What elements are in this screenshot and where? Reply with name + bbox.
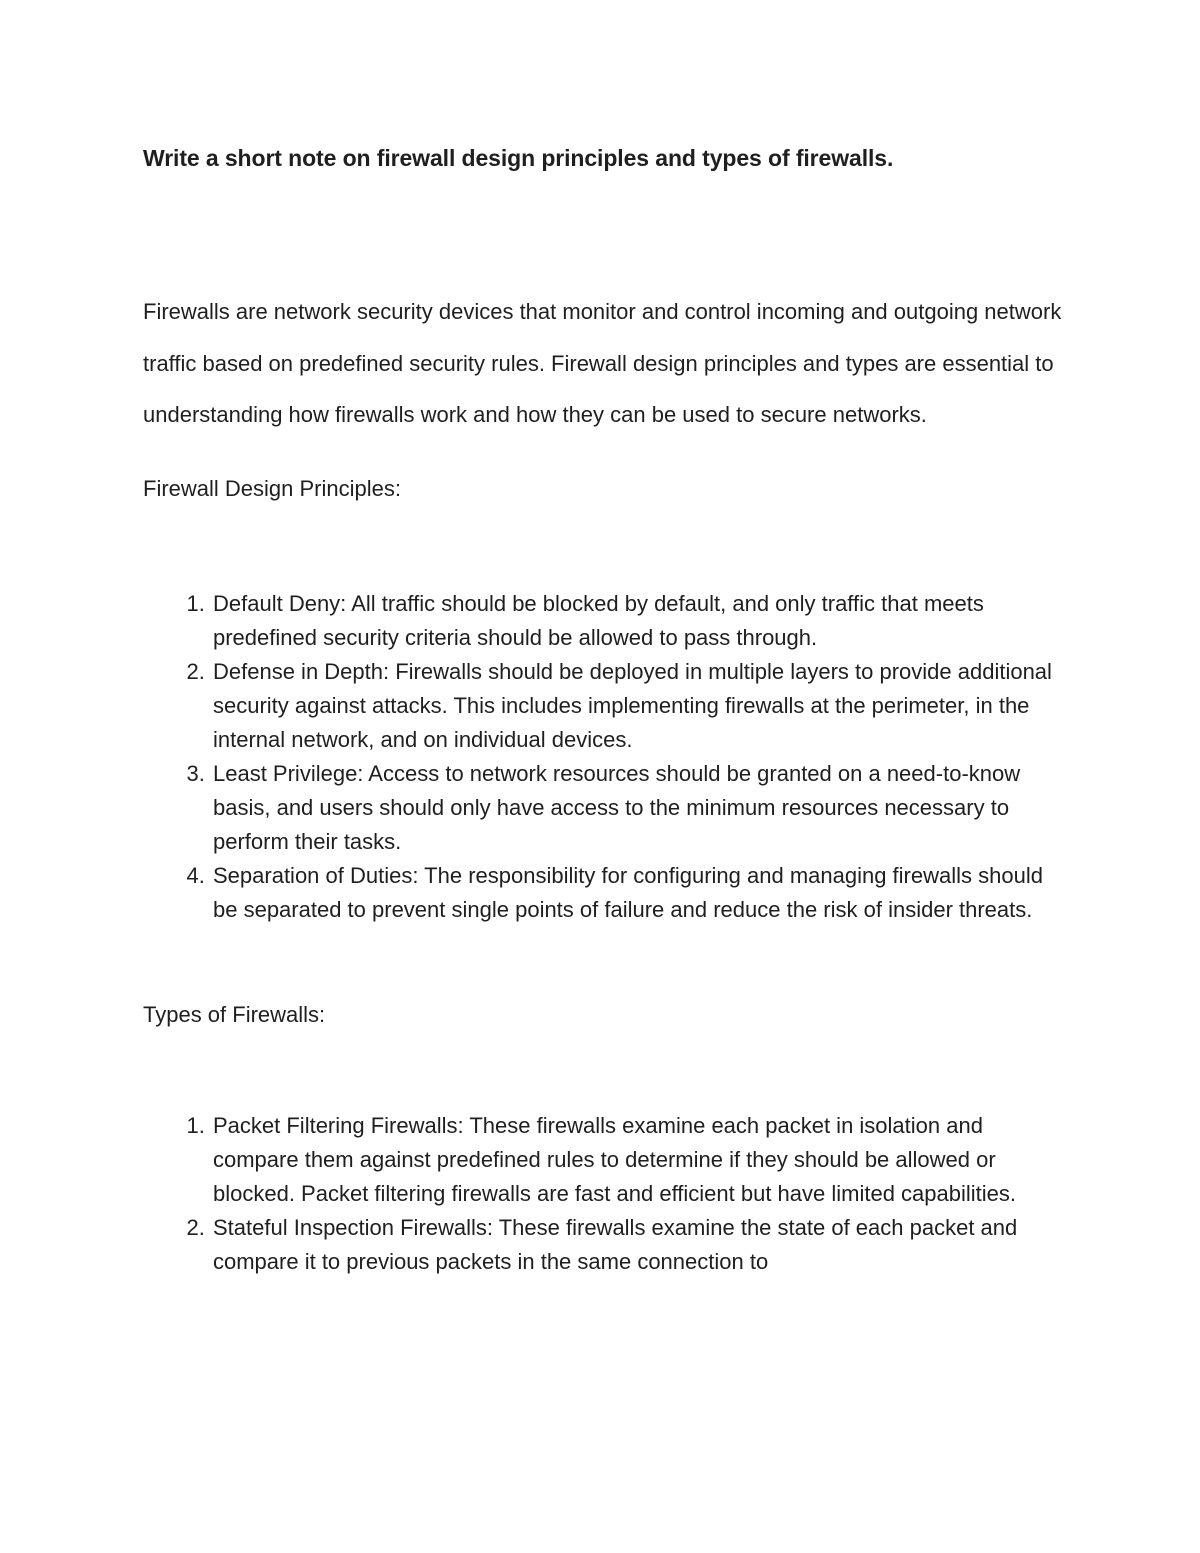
principle-item-least-privilege: 3. Least Privilege: Access to network resources should be granted on a need-to-know basis, and users should only have access to the minimum resources necessary to perform their tasks. [211,757,1063,859]
principle-item-separation-of-duties: 4. Separation of Duties: The responsibility for configuring and managing firewalls should be separated to prevent single points of failure and reduce the risk of insider threats. [211,859,1063,927]
principles-heading: Firewall Design Principles: [143,476,401,502]
principle-item-default-deny: 1. Default Deny: All traffic should be blocked by default, and only traffic that meets predefined security criteria should be allowed to pass through. [211,587,1063,655]
type-item-packet-filtering: 1. Packet Filtering Firewalls: These firewalls examine each packet in isolation and compare them against predefined rules to determine if they should be allowed or blocked. Packet filtering firewalls are fast and efficient but have limited capabilities. [211,1109,1063,1211]
intro-paragraph: Firewalls are network security devices that monitor and control incoming and outgoing network traffic based on predefined security rules. Firewall design principles and types are essential to understanding how firewalls work and how they can be used to secure networks. [143,299,1062,428]
types-heading: Types of Firewalls: [143,1002,326,1028]
document-title: Write a short note on firewall design principles and types of firewalls. [143,145,894,171]
type-item-stateful-inspection: 2. Stateful Inspection Firewalls: These firewalls examine the state of each packet and compare it to previous packets in the same connection to [211,1211,1063,1279]
document-body [143,140,1063,1279]
principles-list [143,587,1063,927]
types-list [143,1109,1063,1279]
principle-item-defense-in-depth: 2. Defense in Depth: Firewalls should be deployed in multiple layers to provide additional security against attacks. This includes implementing firewalls at the perimeter, in the internal network, and on individual devices. [211,655,1063,757]
